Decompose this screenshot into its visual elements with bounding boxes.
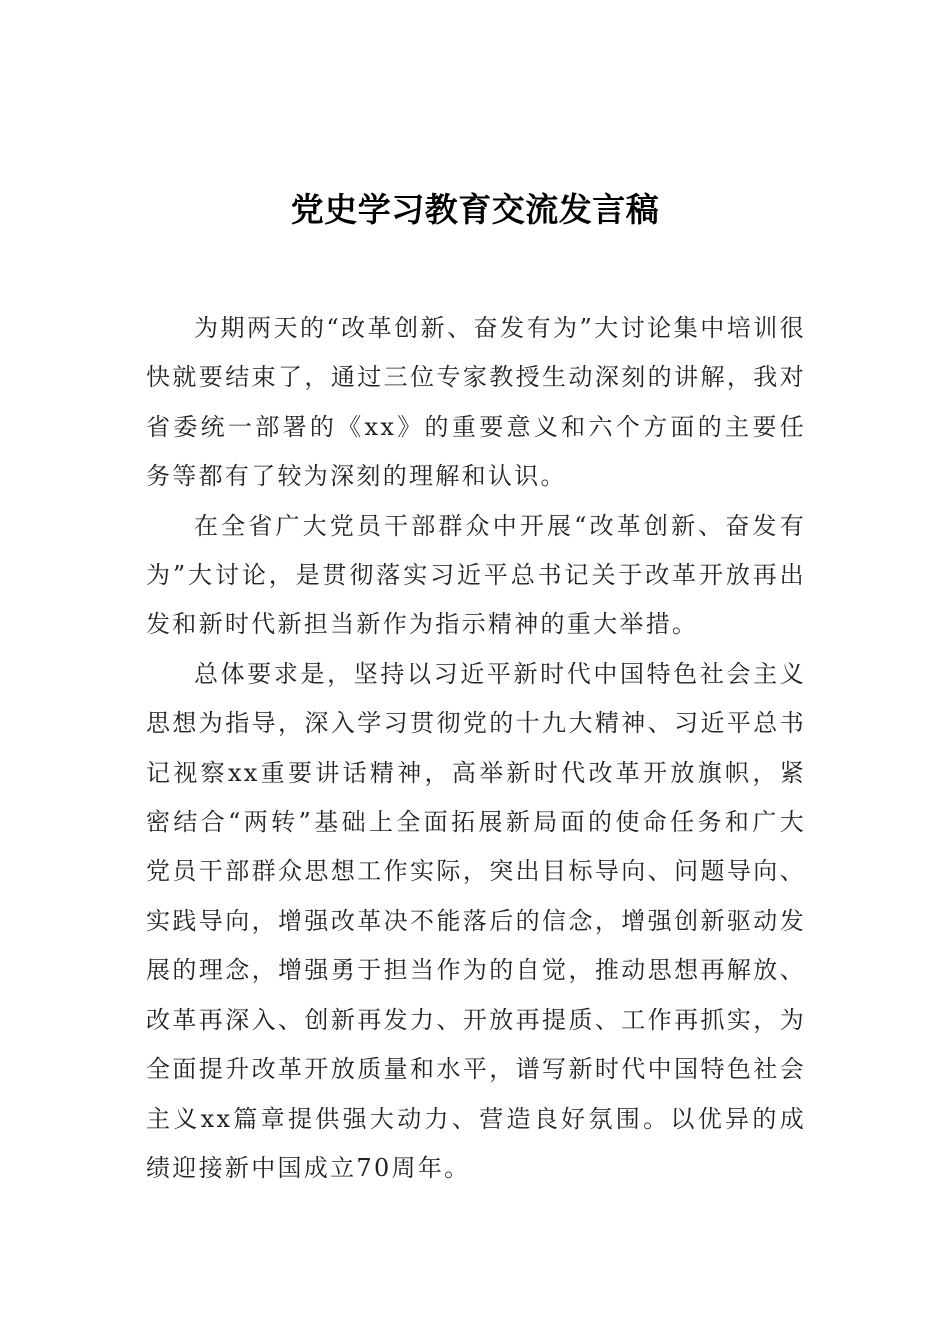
paragraph-intro: 为期两天的“改革创新、奋发有为”大讨论集中培训很快就要结束了，通过三位专家教授生动深刻的讲解，我对省委统一部署的《xx》的重要意义和六个方面的主要任务等都有了较为深刻的理解和认识。 <box>146 314 806 491</box>
paragraph-significance: 在全省广大党员干部群众中开展“改革创新、奋发有为”大讨论，是贯彻落实习近平总书记关于改革开放再出发和新时代新担当新作为指示精神的重大举措。 <box>146 511 806 639</box>
document-title: 党史学习教育交流发言稿 <box>290 190 660 229</box>
paragraph-requirements: 总体要求是，坚持以习近平新时代中国特色社会主义思想为指导，深入学习贯彻党的十九大精神、习近平总书记视察xx重要讲话精神，高举新时代改革开放旗帜，紧密结合“两转”基础上全面拓展新局面的使命任务和广大党员干部群众思想工作实际，突出目标导向、问题导向、实践导向，增强改革决不能落后的信念，增强创新驱动发展的理念，增强勇于担当作为的自觉，推动思想再解放、改革再深入、创新再发力、开放再提质、工作再抓实，为全面提升改革开放质量和水平，谱写新时代中国特色社会主义xx篇章提供强大动力、营造良好氛围。以优异的成绩迎接新中国成立70周年。 <box>146 659 806 1182</box>
document-body <box>146 304 806 1193</box>
